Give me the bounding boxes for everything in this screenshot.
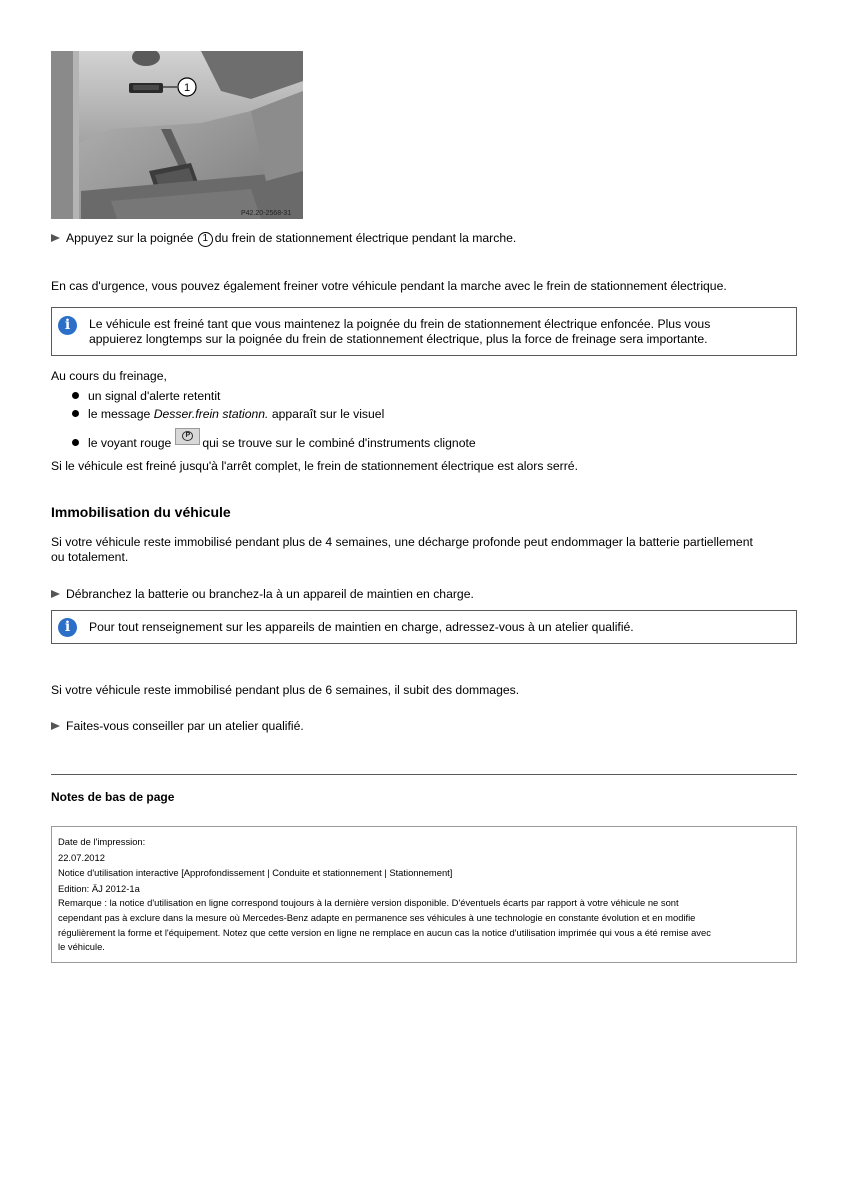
step2-text: Débranchez la batterie ou branchez-la à un appareil de maintien en charge. (66, 587, 474, 601)
info-icon: i (58, 618, 77, 637)
remark-line2: cependant pas à exclure dans la mesure où Mercedes-Benz adapte en permanence ses véhicules à une technologie en constante évolution et en modifie (58, 911, 696, 923)
bullet-text: apparaît sur le visuel (271, 407, 385, 421)
during-braking-intro: Au cours du freinage, (51, 369, 167, 383)
parking-brake-photo (51, 51, 303, 219)
info-box-charger (51, 610, 797, 644)
bullet-text: qui se trouve sur le combiné d'instruments clignote (202, 436, 476, 450)
separator-line (51, 774, 797, 775)
bullet-alert-signal (72, 389, 220, 404)
print-date: 22.07.2012 (58, 851, 105, 863)
step1-text-after: du frein de stationnement électrique pendant la marche. (214, 231, 517, 245)
bullet-icon (72, 410, 79, 417)
manual-reference: Notice d'utilisation interactive [Approfondissement | Conduite et stationnement | Stationnement] (58, 867, 453, 879)
step1-text-before: Appuyez sur la poignée (66, 231, 194, 245)
step-press-handle (51, 231, 516, 247)
footnotes-title: Notes de bas de page (51, 790, 175, 804)
section-heading: Immobilisation du véhicule (51, 504, 231, 520)
edition: Edition: ÄJ 2012-1a (58, 882, 140, 894)
display-message: Desser.frein stationn. (153, 407, 269, 421)
remark (58, 896, 786, 954)
info1-line2: appuierez longtemps sur la poignée du frein de stationnement électrique, plus la force de freinage sera importante. (89, 332, 708, 346)
bullet-icon (72, 392, 79, 399)
bullet-text: le message (88, 407, 151, 421)
para1-line1: Si votre véhicule reste immobilisé pendant plus de 4 semaines, une décharge profonde peut endommager la batterie partiellement (51, 535, 753, 549)
remark-line1: Remarque : la notice d'utilisation en ligne correspond toujours à la dernière version disponible. D'éventuels écarts par rapport à votre véhicule ne sont (58, 897, 679, 909)
footnotes-box (51, 826, 797, 963)
para1-line2: ou totalement. (51, 550, 129, 564)
info-box-text (89, 317, 766, 347)
photo-callout: 1 (183, 82, 191, 94)
info2-text: Pour tout renseignement sur les appareils de maintien en charge, adressez-vous à un atelier qualifié. (89, 620, 634, 634)
info-icon: i (58, 316, 77, 335)
parking-brake-lamp-icon (175, 428, 200, 445)
remark-line4: le véhicule. (58, 941, 105, 953)
step3-text: Faites-vous conseiller par un atelier qualifié. (66, 719, 304, 733)
instruction-arrow-icon (51, 234, 60, 242)
step-get-advice (51, 719, 304, 734)
callout-marker: 1 (198, 232, 213, 247)
instruction-arrow-icon (51, 722, 60, 730)
emergency-paragraph: En cas d'urgence, vous pouvez également freiner votre véhicule pendant la marche avec le frein de stationnement électrique. (51, 279, 727, 293)
full-stop-paragraph: Si le véhicule est freiné jusqu'à l'arrêt complet, le frein de stationnement électrique est alors serré. (51, 459, 578, 473)
lamp-letter: P (182, 431, 193, 441)
photo-code: P42.20-2568-31 (241, 210, 292, 217)
bullet-text: un signal d'alerte retentit (88, 389, 221, 403)
six-weeks-paragraph: Si votre véhicule reste immobilisé pendant plus de 6 semaines, il subit des dommages. (51, 683, 520, 697)
remark-line3: régulièrement la forme et l'équipement. Notez que cette version en ligne ne remplace en aucun cas la notice d'utilisation imprimée qui vous a été remise avec (58, 926, 711, 938)
instruction-arrow-icon (51, 590, 60, 598)
bullet-message (72, 407, 384, 422)
immobilisation-paragraph (51, 535, 753, 565)
bullet-icon (72, 439, 79, 446)
bullet-warning-lamp (72, 428, 476, 451)
bullet-text: le voyant rouge (88, 436, 172, 450)
info-box-braking (51, 307, 797, 356)
photo-graphic (51, 51, 303, 219)
print-date-label: Date de l'impression: (58, 836, 146, 847)
step-disconnect-battery (51, 587, 474, 602)
info1-line1: Le véhicule est freiné tant que vous maintenez la poignée du frein de stationnement électrique enfoncée. Plus vous (89, 317, 711, 331)
